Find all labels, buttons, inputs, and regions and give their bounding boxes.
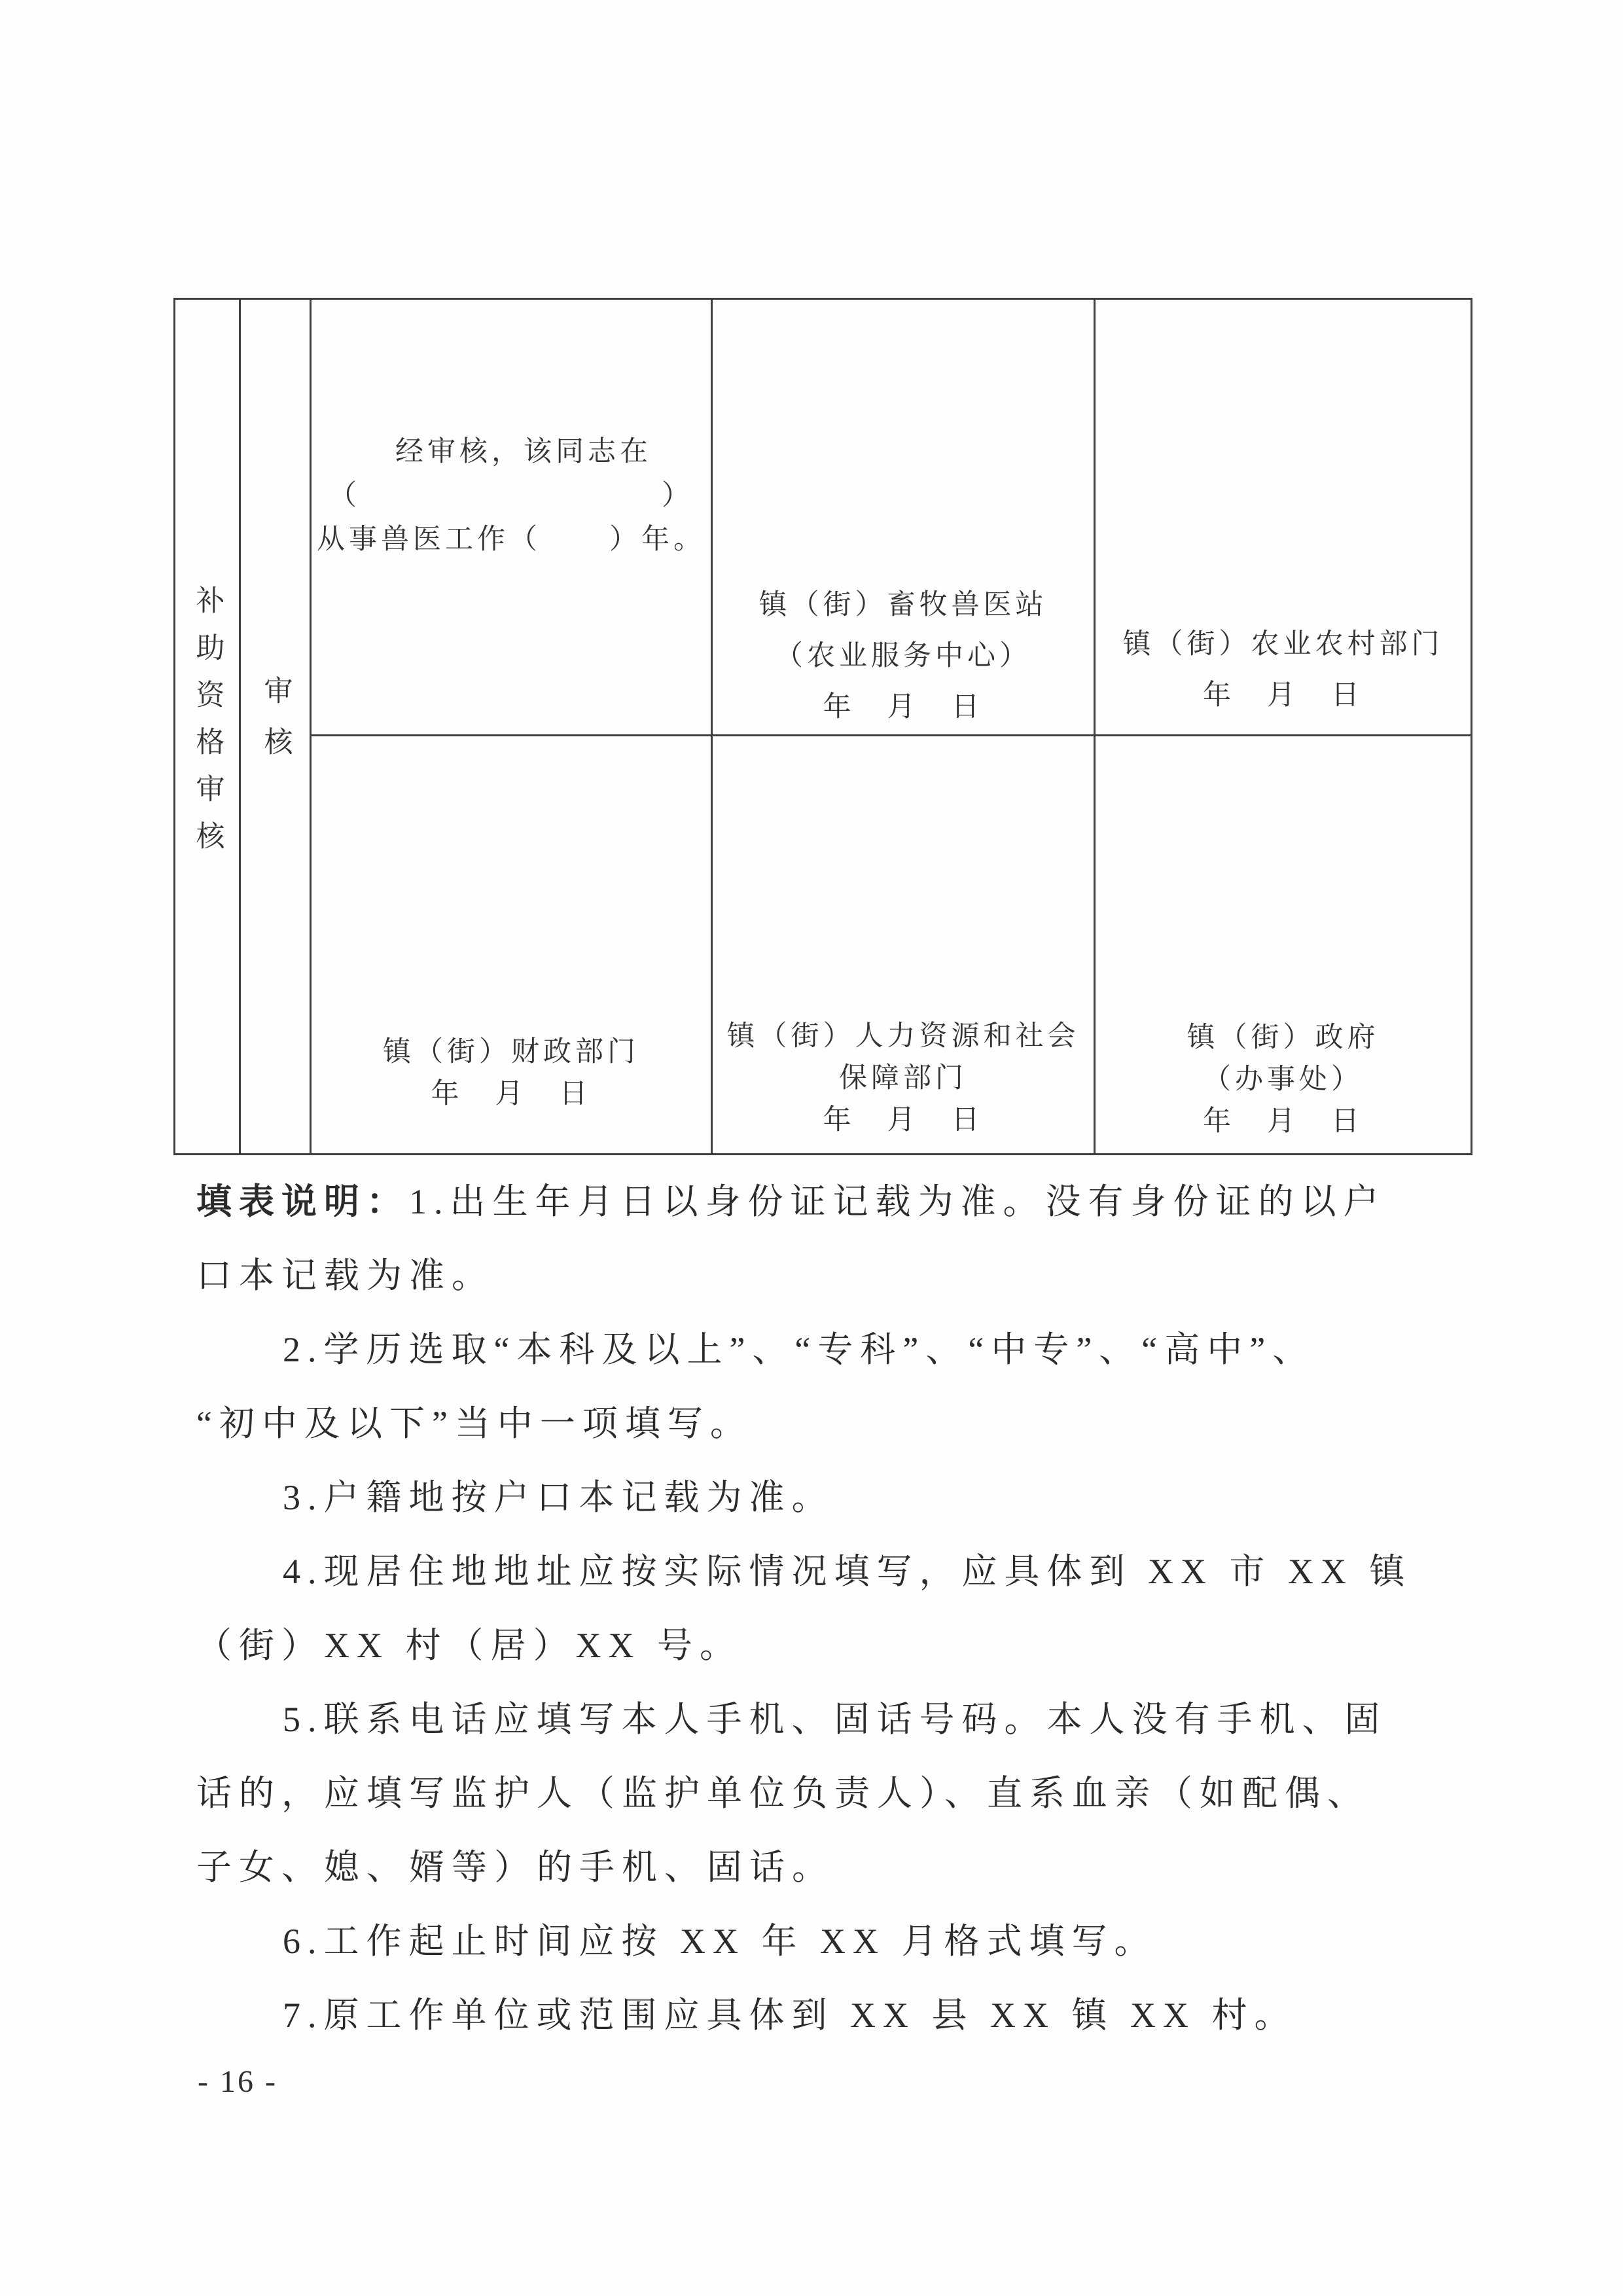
years-worked-prefix: 从事兽医工作（ [317,524,541,555]
town-government-date-line: 年 月 日 [1203,1106,1363,1137]
note-line-11: 6.工作起止时间应按 XX 年 XX 月格式填写。 [283,1922,1157,1961]
note-line-5: 3.户籍地按户口本记载为准。 [283,1478,834,1517]
row-header-subsidy-qualification-review [175,300,241,1153]
sign-cell-vet-station [713,300,1096,736]
hr-dept-name-line1: 镇（街）人力资源和社会 [726,1021,1080,1052]
row-header-review-label: 审核 [259,675,292,778]
note-line-7: （街）XX 村（居）XX 号。 [196,1626,742,1665]
agri-rural-dept-name: 镇（街）农业农村部门 [1122,629,1444,660]
vet-station-name-line1: 镇（街）畜牧兽医站 [758,590,1048,620]
note-line-3: 2.学历选取“本科及以上”、“专科”、“中专”、“高中”、 [283,1330,1315,1369]
close-paren: ） [662,480,694,511]
form-notes [196,1162,1472,2049]
sign-cell-hr-social-security-dept [713,736,1096,1153]
page-number: - 16 - [198,2064,277,2099]
note-line-2: 口本记载为准。 [196,1256,494,1295]
sign-cell-agri-rural-dept [1096,300,1471,736]
review-statement-blank-line [312,474,711,518]
finance-dept-name: 镇（街）财政部门 [383,1037,639,1067]
subsidy-review-table [173,298,1472,1155]
vet-station-name-line2: （农业服务中心） [775,641,1031,672]
note-line-6: 4.现居住地地址应按实际情况填写，应具体到 XX 市 XX 镇 [283,1552,1412,1591]
review-statement-line1: 经审核，该同志在 [395,437,652,467]
row-header-subsidy-qualification-review-label: 补助资格审核 [191,585,224,868]
hr-dept-date-line: 年 月 日 [823,1105,984,1136]
years-worked-suffix: ）年。 [609,524,705,555]
town-government-name-line2: （办事处） [1203,1064,1363,1095]
note-line-4: “初中及以下”当中一项填写。 [196,1404,753,1443]
sign-cell-finance-dept [312,736,713,1153]
agri-rural-dept-date-line: 年 月 日 [1203,680,1363,711]
note-line-1 [196,1162,1472,1236]
finance-dept-date-line: 年 月 日 [431,1079,592,1109]
sign-cell-town-government [1096,736,1471,1153]
note-line-9: 话的，应填写监护人（监护单位负责人）、直系血亲（如配偶、 [196,1774,1370,1813]
row-header-review [241,300,312,1153]
notes-heading: 填表说明： [196,1182,409,1221]
note-line-10: 子女、媳、婿等）的手机、固话。 [196,1848,834,1887]
note-line-12: 7.原工作单位或范围应具体到 XX 县 XX 镇 XX 村。 [283,1996,1297,2035]
note-line-8: 5.联系电话应填写本人手机、固话号码。本人没有手机、固 [283,1700,1387,1739]
open-paren: （ [329,480,361,511]
town-government-name-line1: 镇（街）政府 [1186,1022,1380,1053]
review-statement-cell [312,300,713,736]
vet-station-date-line: 年 月 日 [823,692,984,723]
review-statement-line3 [312,518,711,562]
note-1-text: 1.出生年月日以身份证记载为准。没有身份证的以户 [409,1182,1386,1221]
hr-dept-name-line2: 保障部门 [839,1063,967,1094]
